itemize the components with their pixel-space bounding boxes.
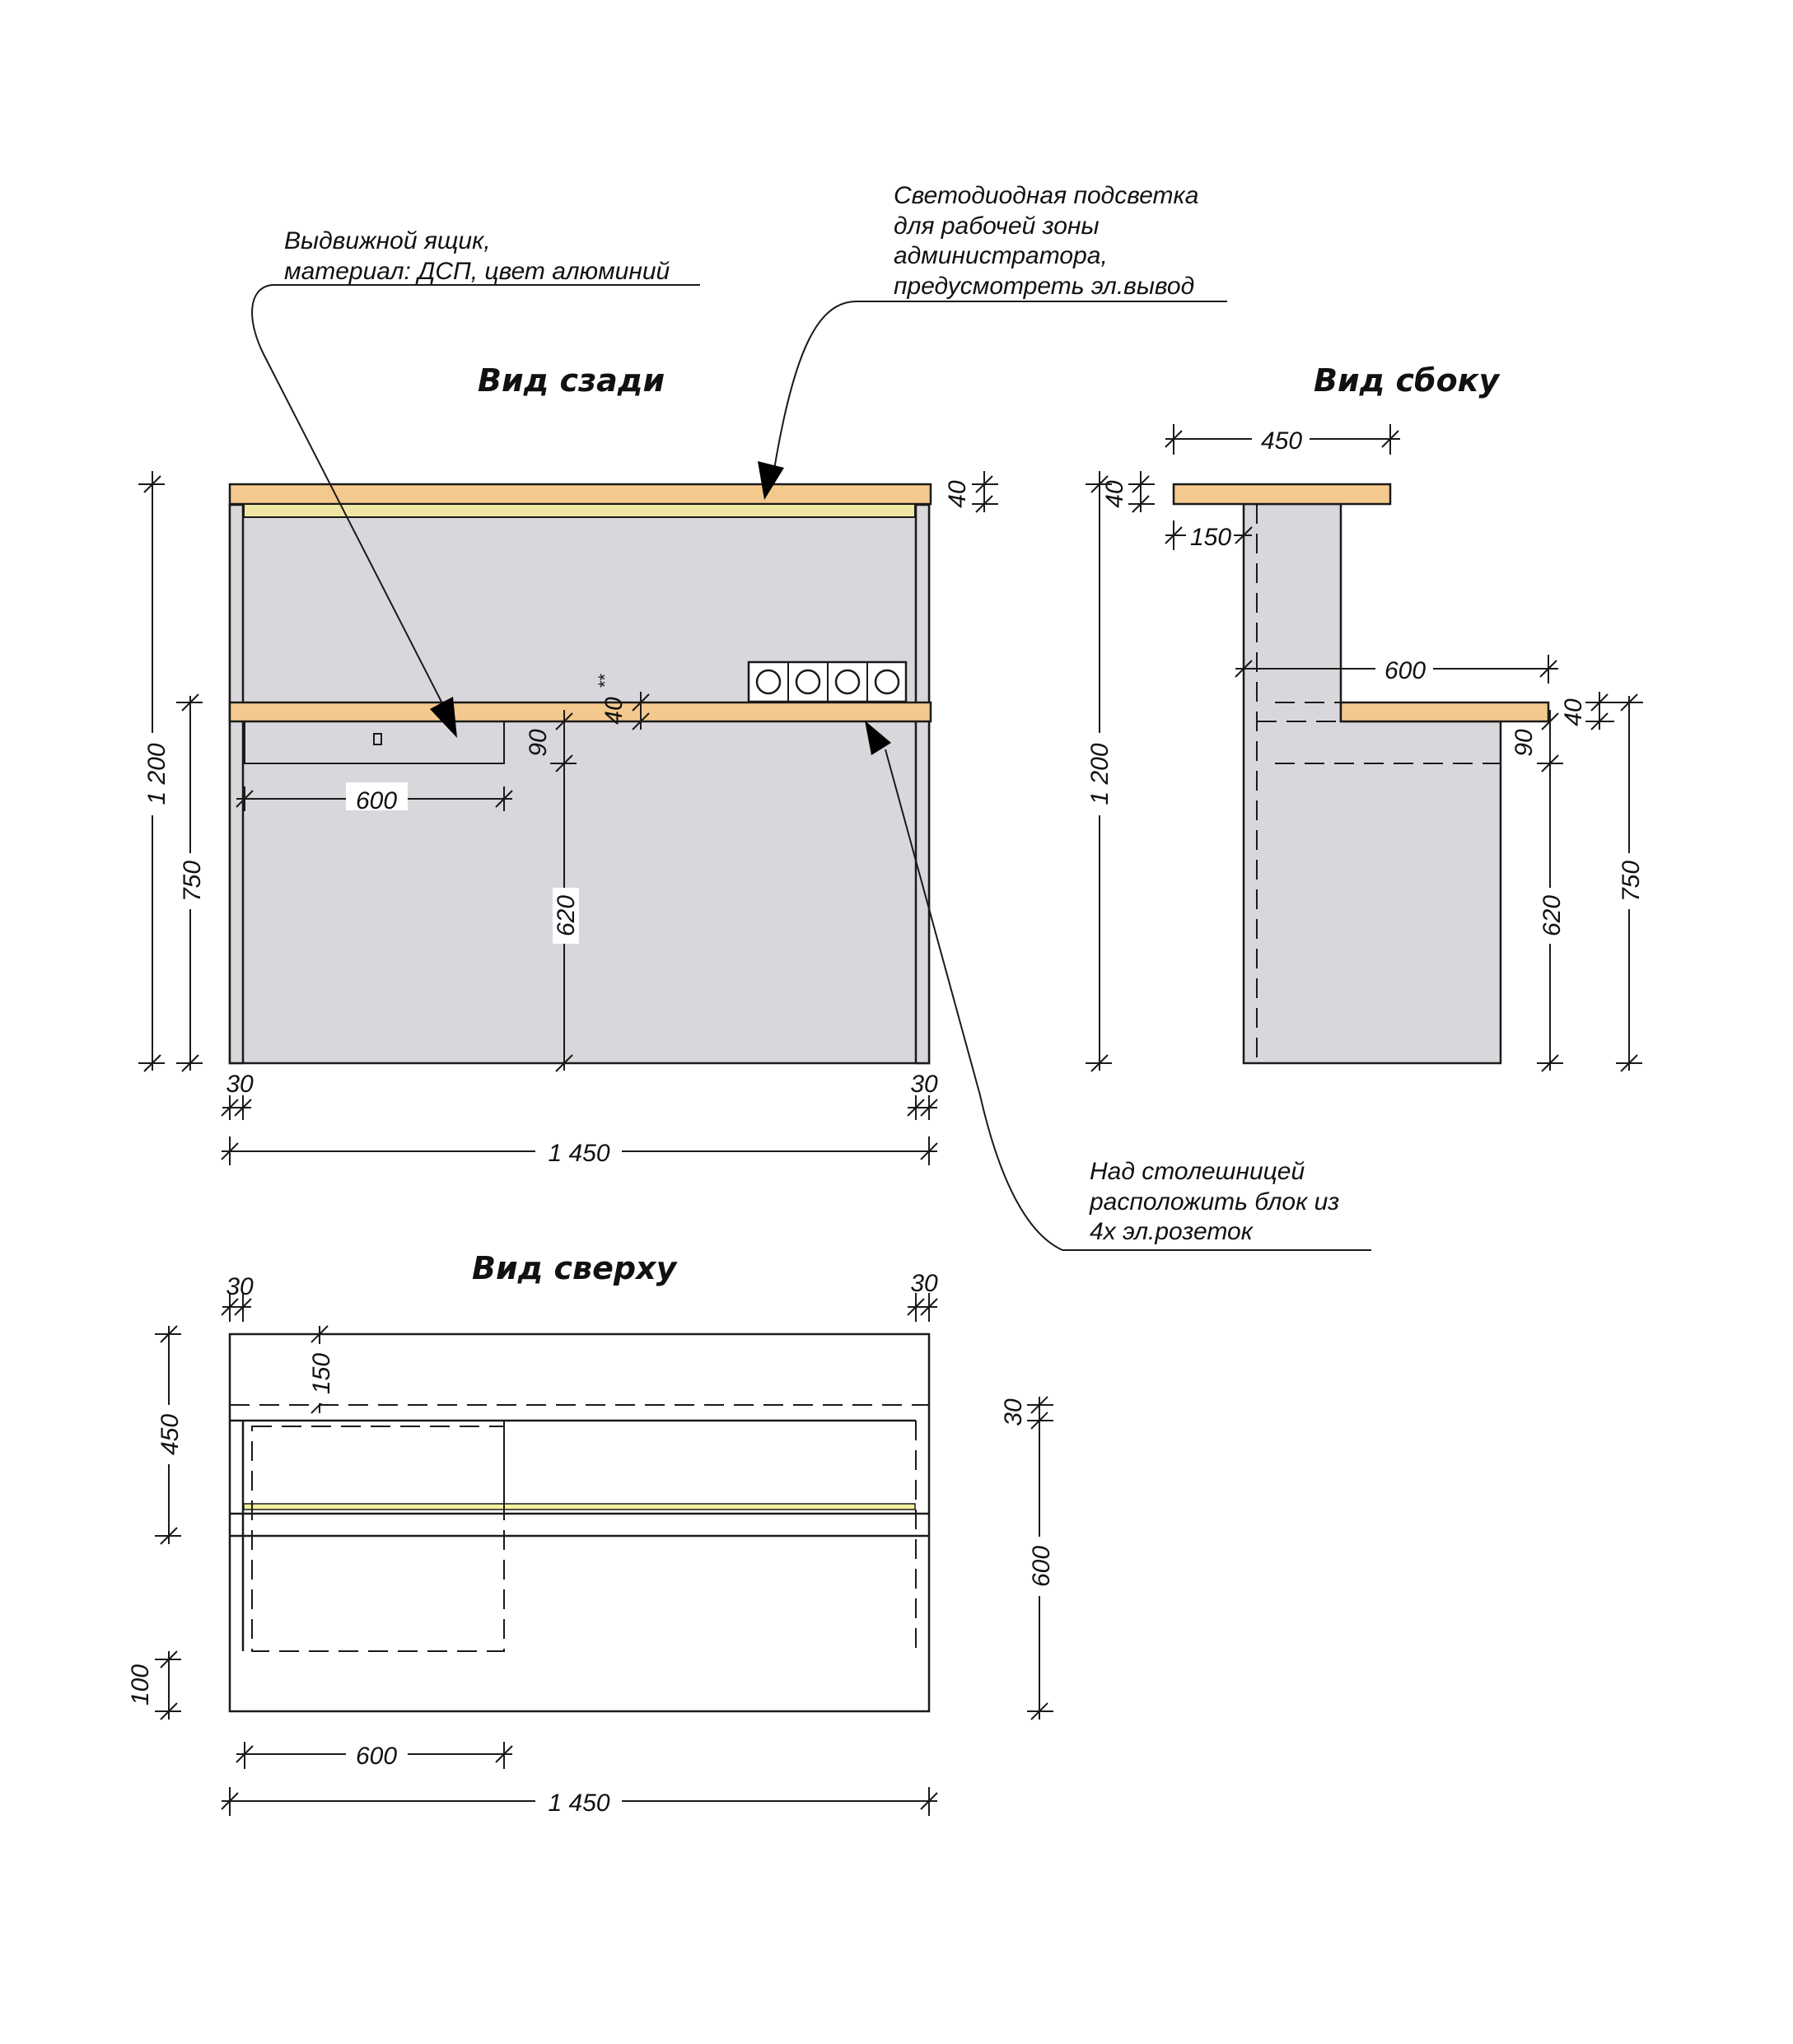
socket-icon: [875, 670, 899, 693]
back-total-height: 1 200: [143, 743, 170, 805]
back-panel: [230, 505, 929, 1063]
sockets-note-line-1: Над столешницей: [1090, 1158, 1305, 1185]
top-view-title: Вид сверху: [472, 1250, 677, 1286]
side-counter-shelf: [1341, 702, 1548, 721]
back-drawer-width: 600: [355, 787, 398, 814]
counter-shelf: [230, 702, 931, 721]
side-top-thickness: 40: [1101, 480, 1128, 508]
back-left-side: 30: [226, 1071, 254, 1098]
led-note-line-1: Светодиодная подсветка: [894, 182, 1199, 209]
back-counter-height: 750: [179, 860, 206, 903]
led-note: [758, 182, 1227, 500]
socket-icon: [757, 670, 780, 693]
side-view-title: Вид сбоку: [1314, 362, 1500, 399]
back-drawer-height: 90: [525, 729, 552, 757]
socket-icon: [796, 670, 819, 693]
back-right-side: 30: [910, 1071, 938, 1098]
top-left-side: 30: [226, 1273, 254, 1300]
top-view: [127, 1270, 1055, 1817]
side-total-height: 1 200: [1086, 743, 1114, 805]
top-total-width: 1 450: [548, 1790, 610, 1817]
sockets-note-line-3: 4х эл.розеток: [1090, 1218, 1253, 1245]
side-upper-countertop: [1174, 484, 1390, 504]
socket-block: [749, 662, 906, 702]
top-panel: 30: [1000, 1398, 1027, 1426]
drawer-note-line-2: материал: ДСП, цвет алюминий: [284, 258, 670, 285]
top-led-strip: [244, 1504, 915, 1510]
back-total-width: 1 450: [548, 1140, 610, 1167]
shelf-note-mark: **: [595, 673, 615, 688]
side-counter-height: 750: [1618, 860, 1645, 903]
back-view: [138, 471, 998, 1167]
led-note-line-2: для рабочей зоны: [894, 212, 1100, 240]
top-right-side: 30: [910, 1270, 938, 1297]
back-top-thickness: 40: [944, 480, 971, 508]
side-under-height: 620: [1539, 894, 1566, 937]
top-shelf-depth: 600: [1028, 1545, 1055, 1588]
side-body: [1244, 504, 1501, 1063]
side-shelf-thickness: 40: [1560, 698, 1587, 726]
top-offset: 150: [308, 1352, 335, 1395]
back-under-height: 620: [553, 894, 580, 937]
back-shelf-thickness: 40: [600, 697, 628, 725]
left-side-panel: [230, 505, 243, 1063]
side-shelf-depth: 600: [1384, 657, 1426, 684]
led-leader: [774, 301, 1227, 469]
top-drawer-width: 600: [355, 1743, 398, 1770]
socket-icon: [836, 670, 859, 693]
side-view: [1086, 423, 1645, 1071]
led-note-line-3: администратора,: [894, 242, 1108, 269]
back-view-title: Вид сзади: [478, 362, 665, 399]
drawer-note-line-1: Выдвижной ящик,: [284, 227, 491, 254]
sockets-note-line-2: расположить блок из: [1090, 1188, 1340, 1216]
top-front: 100: [127, 1664, 154, 1706]
right-side-panel: [916, 505, 929, 1063]
side-top-depth: 450: [1260, 427, 1303, 455]
top-top-depth: 450: [156, 1413, 184, 1456]
led-note-line-4: предусмотреть эл.вывод: [894, 273, 1195, 300]
side-drawer-height: 90: [1511, 729, 1538, 757]
side-offset: 150: [1189, 524, 1232, 551]
